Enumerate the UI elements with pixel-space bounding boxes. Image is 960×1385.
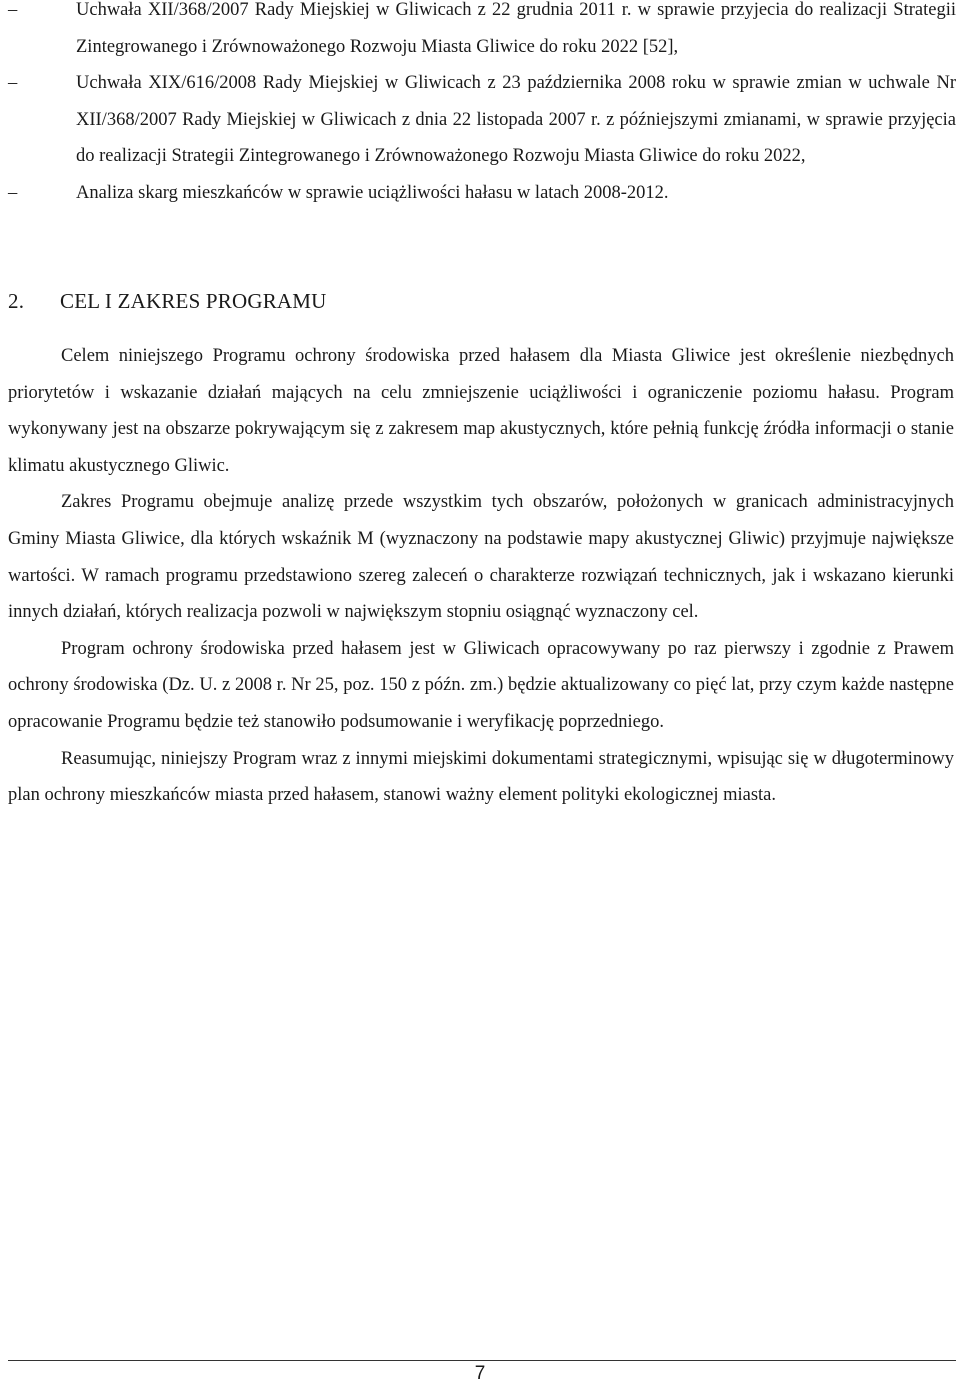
- list-dash: –: [8, 182, 18, 203]
- list-item-text: Uchwała XII/368/2007 Rady Miejskiej w Gliwicach z 22 grudnia 2011 r. w sprawie przyjecia do realizacji Strategii Zintegrowanego i Zrównoważonego Rozwoju Miasta Gliwice do roku 2022 [52],: [76, 0, 956, 57]
- list-item-text: Uchwała XIX/616/2008 Rady Miejskiej w Gliwicach z 23 października 2008 roku w sprawie zmian w uchwale Nr XII/368/2007 Rady Miejskiej w Gliwicach z dnia 22 listopada 2007 r. z późniejszymi zmianami, w sprawie przyjęcia do realizacji Strategii Zintegrowanego i Zrównoważonego Rozwoju Miasta Gliwice do roku 2022,: [76, 73, 956, 167]
- paragraph: Reasumując, niniejszy Program wraz z innymi miejskimi dokumentami strategicznymi, wpisując się w długoterminowy plan ochrony mieszkańców miasta przed hałasem, stanowi ważny element polityki ekologicznej miasta.: [8, 748, 954, 806]
- reference-list: [8, 0, 956, 212]
- section-heading: [8, 286, 327, 316]
- paragraph: Celem niniejszego Programu ochrony środowiska przed hałasem dla Miasta Gliwice jest określenie niezbędnych priorytetów i wskazanie działań mających na celu zmniejszenie uciążliwości i ograniczenie poziomu hałasu. Program wykonywany jest na obszarze pokrywającym się z zakresem map akustycznych, które pełnią funkcję źródła informacji o stanie klimatu akustycznego Gliwic.: [8, 346, 954, 476]
- list-item: [8, 175, 956, 212]
- list-dash: –: [8, 0, 18, 20]
- section-body: [8, 338, 954, 814]
- list-dash: –: [8, 73, 18, 94]
- list-item: [8, 0, 956, 65]
- page-number: 7: [474, 1363, 486, 1384]
- list-item: [8, 65, 956, 175]
- paragraph: Program ochrony środowiska przed hałasem jest w Gliwicach opracowywany po raz pierwszy i zgodnie z Prawem ochrony środowiska (Dz. U. z 2008 r. Nr 25, poz. 150 z późn. zm.) będzie aktualizowany co pięć lat, przy czym każde następne opracowanie Programu będzie też stanowiło podsumowanie i weryfikację poprzedniego.: [8, 638, 954, 732]
- section-title: CEL I ZAKRES PROGRAMU: [60, 289, 327, 313]
- paragraph: Zakres Programu obejmuje analizę przede wszystkim tych obszarów, położonych w granicach administracyjnych Gminy Miasta Gliwice, dla których wskaźnik M (wyznaczony na podstawie mapy akustycznej Gliwic) przyjmuje największe wartości. W ramach programu przedstawiono szereg zaleceń o charakterze rozwiązań technicznych, jak i wskazano kierunki innych działań, których realizacja pozwoli w największym stopniu osiągnąć wyznaczony cel.: [8, 492, 954, 623]
- section-number: 2.: [8, 289, 25, 313]
- footer-divider: [8, 1360, 956, 1361]
- list-item-text: Analiza skarg mieszkańców w sprawie uciążliwości hałasu w latach 2008-2012.: [76, 182, 669, 203]
